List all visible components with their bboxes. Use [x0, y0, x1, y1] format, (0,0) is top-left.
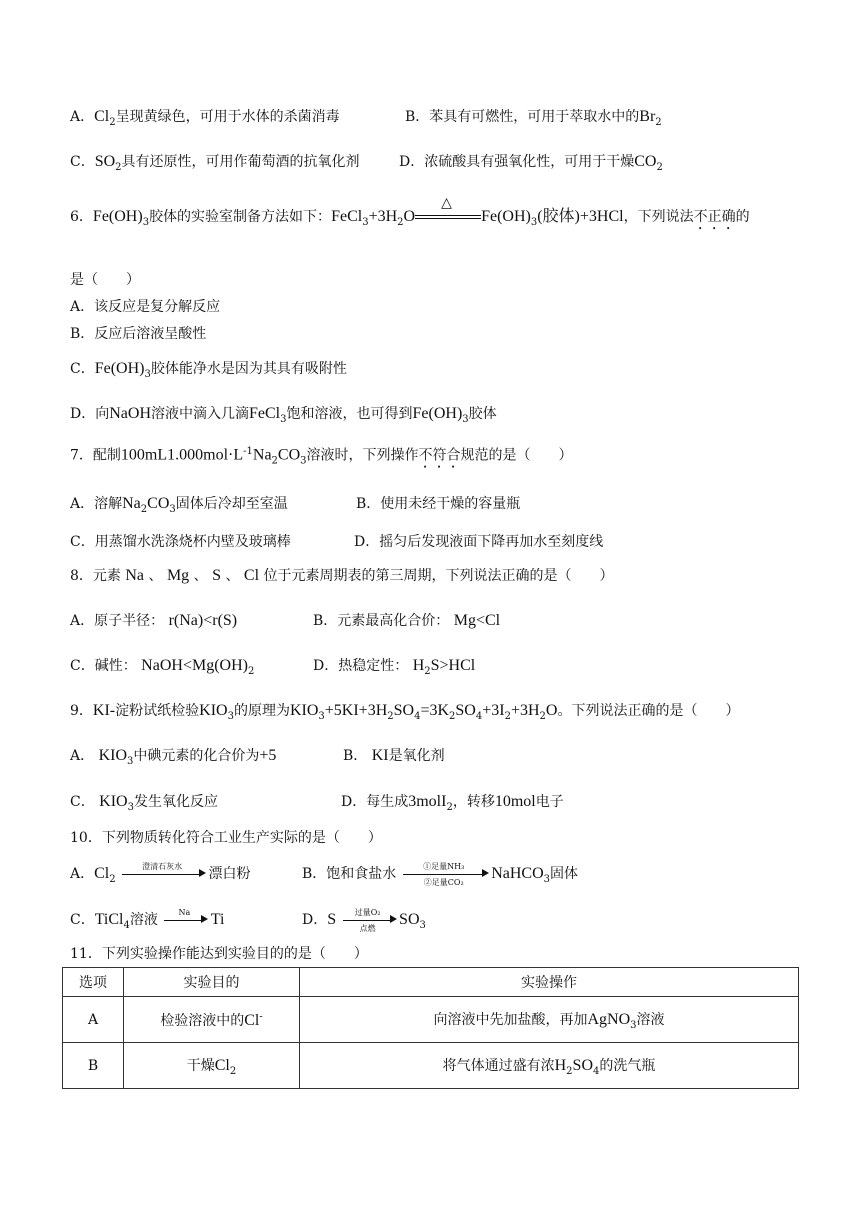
q9-option-a: A． $KIO_3$中碘元素的化合价为+5	[70, 747, 277, 767]
q10-option-d: D．S 过量O₂ 点燃 $SO_3$	[302, 908, 426, 933]
header-cell: 实验目的	[124, 968, 300, 997]
q8-stem: 8．元素 Na 、 Mg 、 S 、 Cl 位于元素周期表的第三周期，下列说法正确的是（ ）	[70, 567, 614, 584]
q10-option-c: C．TiCl$_4$溶液 Na Ti	[70, 908, 225, 931]
table-row	[63, 1043, 799, 1089]
q8-option-b: B．元素最高化合价： Mg<Cl	[313, 612, 501, 629]
q6-option-d: D．向NaOH溶液中滴入几滴FeCl$_3$饱和溶液，也可得到$Fe(OH)_3$胶体	[70, 405, 497, 425]
q10-option-b: B．饱和食盐水 ①足量NH₃ ②足量CO₂ NaHCO$_3$固体	[302, 862, 579, 887]
q6-option-a: A．该反应是复分解反应	[70, 299, 221, 315]
table-cell-option: A	[63, 997, 124, 1043]
q6-stem-cont: 是（ ）	[70, 272, 140, 288]
table-row	[63, 997, 799, 1043]
q5-option-c: C．$SO_2$具有还原性，可用作葡萄酒的抗氧化剂	[70, 153, 360, 173]
q9-option-b: B． KI是氧化剂	[343, 747, 445, 764]
q8-option-a: A．原子半径： r(Na)<r(S)	[70, 612, 238, 629]
q9-stem: 9．KI-淀粉试纸检验$KIO_3$的原理为$KIO_3+5KI+3H_2SO_4=3K_2SO_4+3I_2+3H_2O$。下列说法正确的是（ ）	[70, 702, 740, 722]
q7-option-c: C．用蒸馏水洗涤烧杯内壁及玻璃棒	[70, 534, 291, 550]
q10-option-a: A．$Cl_2$ 澄清石灰水 漂白粉	[70, 862, 251, 885]
q11-table	[62, 967, 799, 1089]
reaction-arrow: ①足量NH₃ ②足量CO₂	[403, 873, 485, 875]
equilibrium-arrow: △	[415, 207, 481, 227]
q7-option-d: D．摇匀后发现液面下降再加水至刻度线	[354, 534, 604, 550]
reaction-arrow: 过量O₂ 点燃	[343, 919, 393, 921]
q9-option-d: D．每生成3molI$_2$，转移10mol电子	[341, 793, 564, 813]
q8-option-c: C．碱性： $NaOH<Mg(OH)_2$	[70, 657, 255, 677]
q7-option-b: B．使用未经干燥的容量瓶	[356, 496, 521, 512]
table-header-row	[63, 968, 799, 997]
header-cell: 实验操作	[300, 968, 799, 997]
q6-option-c: C．$Fe(OH)_3$胶体能净水是因为其具有吸附性	[70, 360, 347, 380]
reaction-arrow: Na	[164, 919, 204, 921]
table-cell-operation: 向溶液中先加盐酸，再加AgNO$_3$溶液	[300, 997, 799, 1043]
q7-option-a: A．溶解$Na_2CO_3$固体后冷却至室温	[70, 495, 288, 515]
table-cell-goal: 干燥$Cl_2$	[124, 1043, 300, 1089]
q11-stem: 11．下列实验操作能达到实验目的的是（ ）	[70, 946, 368, 962]
table-cell-goal: 检验溶液中的Cl-	[124, 997, 300, 1043]
table-cell-option: B	[63, 1043, 124, 1089]
q5-option-a: A．$Cl_2$呈现黄绿色，可用于水体的杀菌消毒	[70, 108, 340, 128]
reaction-arrow: 澄清石灰水	[122, 873, 202, 875]
q9-option-c: C． $KIO_3$发生氧化反应	[70, 793, 218, 813]
q5-option-d: D．浓硫酸具有强氧化性，可用于干燥$CO_2$	[399, 153, 663, 173]
header-cell: 选项	[63, 968, 124, 997]
q7-stem: 7．配制$100mL1.000mol\cdot L^{-1}Na_2CO_3$溶液时，下列操作不符合规范的是（ ）	[70, 446, 573, 467]
q6-stem: 6．$Fe(OH)_3$胶体的实验室制备方法如下：$FeCl_3+3H_2O$ △ $Fe(OH)_3$(胶体)+3HCl，下列说法不正确的	[70, 195, 750, 228]
q10-stem: 10．下列物质转化符合工业生产实际的是（ ）	[70, 830, 382, 846]
q5-option-b: B．苯具有可燃性，可用于萃取水中的$Br_2$	[405, 108, 662, 128]
q6-option-b: B．反应后溶液呈酸性	[70, 326, 207, 342]
table-cell-operation: 将气体通过盛有浓$H_2SO_4$的洗气瓶	[300, 1043, 799, 1089]
q8-option-d: D．热稳定性： $H_2S>HCl$	[313, 657, 476, 677]
